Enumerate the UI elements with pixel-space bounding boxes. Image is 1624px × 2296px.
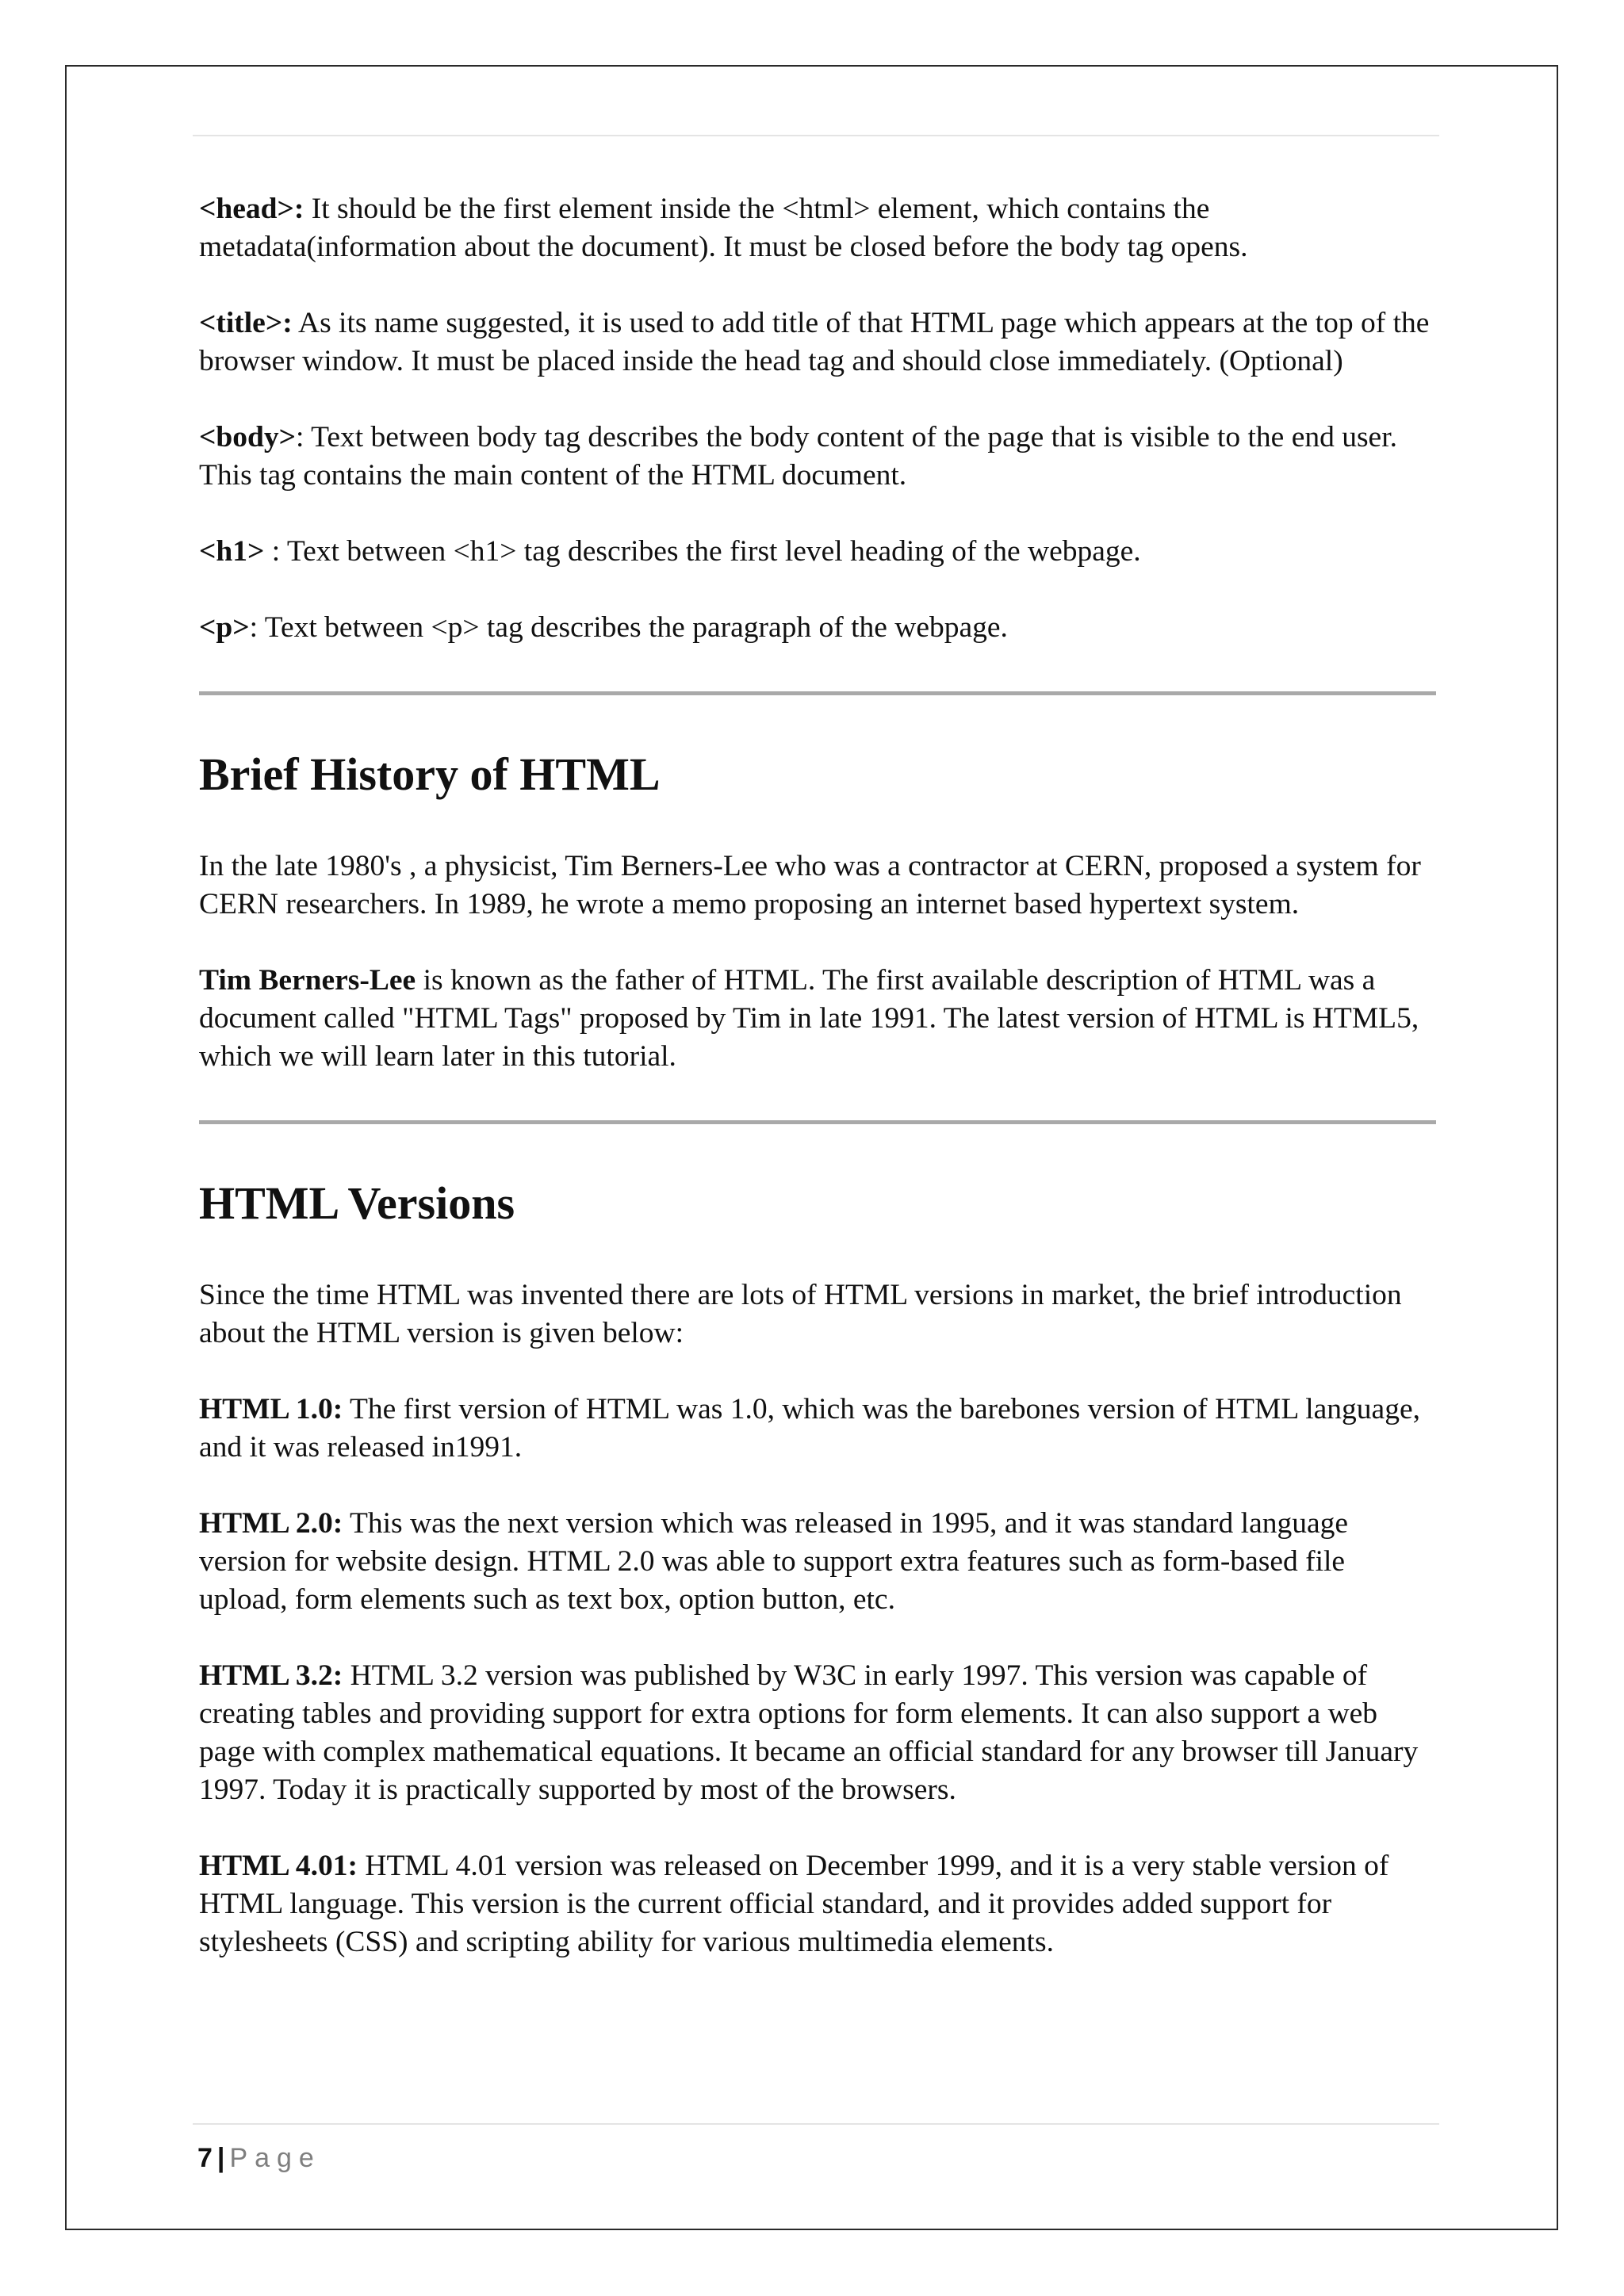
version-term: HTML 4.01: — [199, 1850, 358, 1882]
definition-term: <head>: — [199, 193, 304, 225]
definition-text: It should be the first element inside the <html> element, which contains the metadata(information about the document). It must be closed before the body tag opens. — [199, 193, 1248, 263]
p-tag-definition — [199, 609, 1436, 647]
version-item-html-4-01 — [199, 1847, 1436, 1961]
h1-tag-definition — [199, 533, 1436, 571]
version-text: This was the next version which was released in 1995, and it was standard language version for website design. HTML 2.0 was able to support extra features such as form-based file upload, form elements such as text box, option button, etc. — [199, 1507, 1348, 1616]
footer-divider — [193, 2123, 1439, 2125]
definition-text: As its name suggested, it is used to add title of that HTML page which appears at the top of the browser window. It must be placed inside the head tag and should close immediately. (Optional) — [199, 307, 1430, 377]
section-divider — [199, 1120, 1436, 1124]
version-text: The first version of HTML was 1.0, which was the barebones version of HTML language, and it was released in1991. — [199, 1393, 1420, 1464]
definition-text: : Text between body tag describes the body content of the page that is visible to the end user. This tag contains the main content of the HTML document. — [199, 421, 1397, 492]
history-heading: Brief History of HTML — [199, 748, 661, 800]
versions-heading: HTML Versions — [199, 1177, 515, 1229]
definition-text: : Text between <h1> tag describes the first level heading of the webpage. — [264, 535, 1141, 568]
page-label: Page — [229, 2143, 321, 2173]
definition-term: <p> — [199, 611, 250, 644]
definition-text: : Text between <p> tag describes the paragraph of the webpage. — [249, 611, 1008, 644]
definition-term: <title>: — [199, 307, 293, 339]
title-tag-definition — [199, 304, 1436, 381]
version-item-html-2-0 — [199, 1505, 1436, 1619]
history-paragraph: In the late 1980's , a physicist, Tim Berners-Lee who was a contractor at CERN, proposed a system for CERN researchers. In 1989, he wrote a memo proposing an internet based hypertext system. — [199, 850, 1421, 920]
footer-separator: | — [216, 2143, 225, 2173]
version-term: HTML 2.0: — [199, 1507, 343, 1540]
history-paragraph-text: is known as the father of HTML. The first available description of HTML was a document called "HTML Tags" proposed by Tim in late 1991. The latest version of HTML is HTML5, which we will learn later in this tutorial. — [199, 964, 1419, 1073]
version-text: HTML 4.01 version was released on December 1999, and it is a very stable version of HTML language. This version is the current official standard, and it provides added support for stylesheets (CSS) and scripting ability for various multimedia elements. — [199, 1850, 1389, 1958]
version-text: HTML 3.2 version was published by W3C in early 1997. This version was capable of creating tables and providing support for extra options for form elements. It can also support a web page with complex mathematical equations. It became an official standard for any browser till January 1997. Today it is practically supported by most of the browsers. — [199, 1659, 1419, 1806]
version-item-html-3-2 — [199, 1657, 1436, 1809]
header-divider — [193, 135, 1439, 136]
body-tag-definition — [199, 419, 1436, 495]
page-footer — [197, 2141, 321, 2175]
section-divider — [199, 691, 1436, 695]
head-tag-definition — [199, 190, 1436, 266]
document-body — [199, 190, 1436, 1999]
history-paragraph-father — [199, 962, 1436, 1076]
version-item-html-1-0 — [199, 1391, 1436, 1467]
versions-intro: Since the time HTML was invented there are lots of HTML versions in market, the brief introduction about the HTML version is given below: — [199, 1279, 1402, 1349]
version-term: HTML 1.0: — [199, 1393, 343, 1425]
definition-term: <body> — [199, 421, 296, 453]
page-number: 7 — [197, 2143, 213, 2173]
definition-term: <h1> — [199, 535, 265, 568]
inventor-name: Tim Berners-Lee — [199, 964, 416, 997]
version-term: HTML 3.2: — [199, 1659, 343, 1692]
